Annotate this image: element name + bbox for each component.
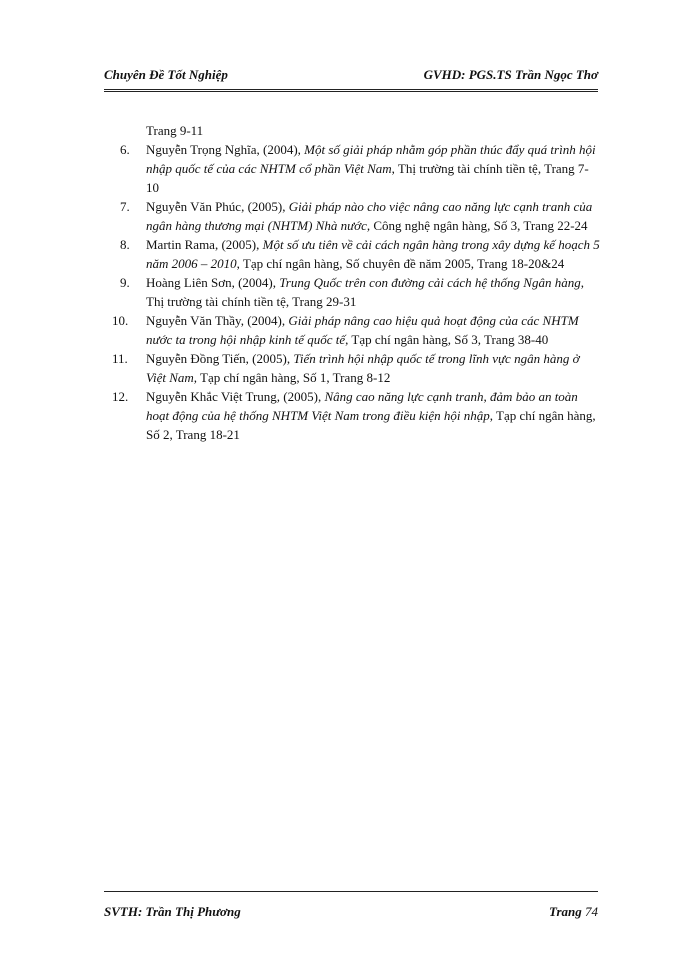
header-advisor: GVHD: PGS.TS Trần Ngọc Thơ — [423, 67, 598, 82]
reference-author: Nguyễn Văn Phúc, (2005), — [146, 199, 289, 214]
reference-number: 6. — [120, 142, 130, 157]
reference-title: Một số ưu tiên về cải cách ngân hàng trong xây dựng kế hoạch 5 năm 2006 – 2010 — [146, 237, 600, 271]
reference-author: Nguyễn Văn Thầy, (2004), — [146, 313, 289, 328]
reference-item-11 — [112, 349, 600, 387]
reference-item-9 — [112, 273, 600, 311]
reference-source: , Thị trường tài chính tiền tệ, Trang 7-10 — [146, 161, 589, 195]
reference-source: , Thị trường tài chính tiền tệ, Trang 29-31 — [146, 275, 584, 309]
reference-number: 10. — [112, 313, 129, 328]
reference-source: Tạp chí ngân hàng, Số 1, Trang 8-12 — [197, 370, 391, 385]
reference-number: 9. — [120, 275, 130, 290]
reference-title: Nâng cao năng lực cạnh tranh, đảm bảo an toàn hoạt động của hệ thống NHTM Việt Nam trong điều kiện hội nhập — [146, 389, 578, 423]
footer-divider — [104, 891, 598, 892]
reference-item-6 — [112, 140, 600, 197]
reference-title: Một số giải pháp nhằm góp phần thúc đẩy quá trình hội nhập quốc tế của các NHTM cổ phần Việt Nam — [146, 142, 596, 176]
reference-number: 12. — [112, 389, 129, 404]
reference-number: 7. — [120, 199, 130, 214]
reference-source: Công nghệ ngân hàng, Số 3, Trang 22-24 — [370, 218, 588, 233]
header-divider — [104, 89, 598, 92]
reference-author: Martin Rama, (2005), — [146, 237, 263, 252]
reference-item-7 — [112, 197, 600, 235]
reference-list — [112, 121, 600, 444]
page-header — [104, 67, 598, 87]
reference-source: , Tạp chí ngân hàng, Số 3, Trang 38-40 — [345, 332, 549, 347]
reference-item-12 — [112, 387, 600, 444]
reference-author: Nguyễn Trọng Nghĩa, (2004), — [146, 142, 305, 157]
reference-item-8 — [112, 235, 600, 273]
reference-title: Giải pháp nào cho việc nâng cao năng lực cạnh tranh của ngân hàng thương mại (NHTM) Nhà nước, — [146, 199, 593, 233]
reference-title: Trung Quốc trên con đường cải cách hệ thống Ngân hàng — [279, 275, 581, 290]
reference-continuation: Trang 9-11 — [146, 123, 204, 138]
footer-page — [549, 904, 598, 920]
reference-title: Giải pháp nâng cao hiệu quả hoạt động của các NHTM nước ta trong hội nhập kinh tế quốc tế — [146, 313, 579, 347]
reference-title: Tiến trình hội nhập quốc tế trong lĩnh vực ngân hàng ở Việt Nam, — [146, 351, 580, 385]
page-footer — [104, 904, 598, 922]
reference-author: Hoàng Liên Sơn, (2004), — [146, 275, 280, 290]
reference-number: 11. — [112, 351, 128, 366]
reference-source: , Tạp chí ngân hàng, Số 2, Trang 18-21 — [146, 408, 596, 442]
reference-source: , Tạp chí ngân hàng, Số chuyên đề năm 2005, Trang 18-20&24 — [236, 256, 565, 271]
reference-item-10 — [112, 311, 600, 349]
reference-author: Nguyễn Đồng Tiến, (2005), — [146, 351, 294, 366]
footer-student: SVTH: Trần Thị Phương — [104, 904, 241, 919]
reference-number: 8. — [120, 237, 130, 252]
footer-page-number: 74 — [585, 904, 598, 919]
header-document-title: Chuyên Đề Tốt Nghiệp — [104, 67, 228, 82]
reference-author: Nguyễn Khắc Việt Trung, (2005), — [146, 389, 325, 404]
footer-page-label: Trang — [549, 904, 582, 919]
